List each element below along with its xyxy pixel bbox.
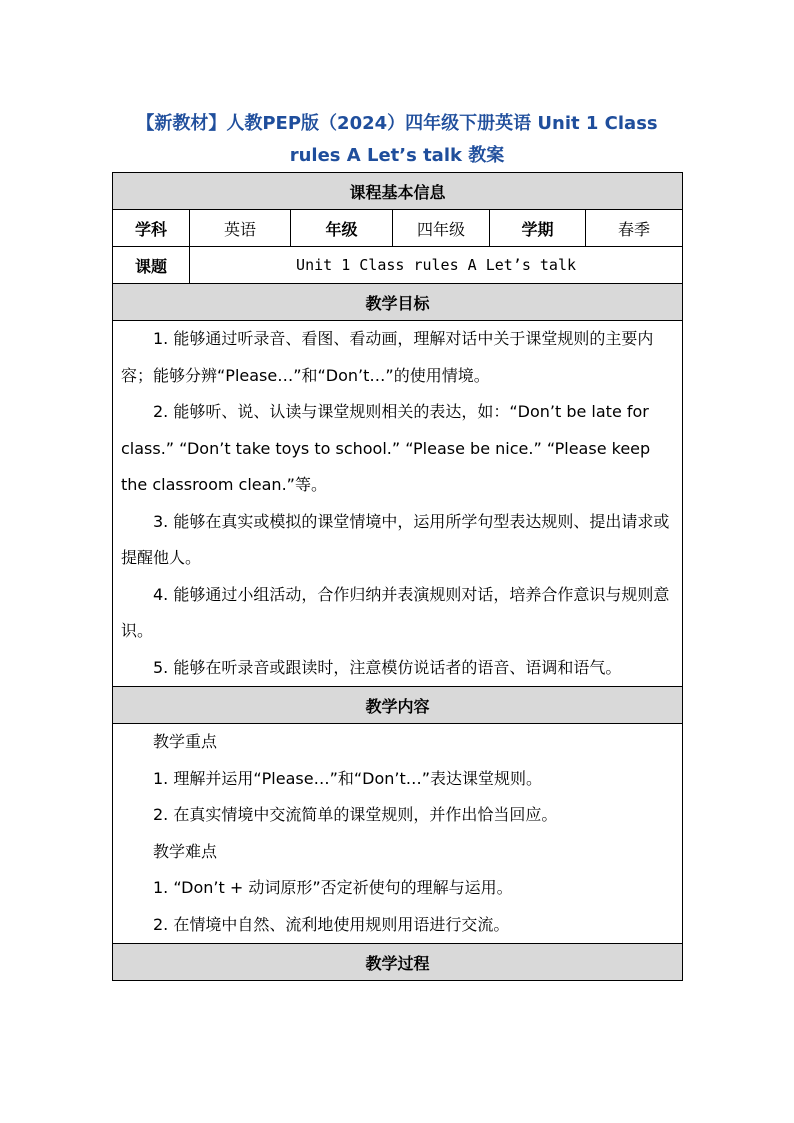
term-label: 学期 — [490, 210, 586, 247]
section-header-content: 教学内容 — [113, 687, 683, 724]
topic-value: Unit 1 Class rules A Let’s talk — [190, 247, 683, 284]
difficult-point-item: 2. 在情境中自然、流利地使用规则用语进行交流。 — [153, 914, 510, 934]
difficult-point-item: 1. “Don’t + 动词原形”否定祈使句的理解与运用。 — [153, 878, 513, 897]
topic-label: 课题 — [113, 247, 190, 284]
goals-cell — [113, 321, 683, 687]
section-header-basic-info: 课程基本信息 — [113, 173, 683, 210]
document-title — [100, 108, 694, 172]
goal-item: 5. 能够在听录音或跟读时，注意模仿说话者的语音、语调和语气。 — [153, 657, 622, 677]
goal-item: 3. 能够在真实或模拟的课堂情境中，运用所学句型表达规则、提出请求或提醒他人。 — [121, 511, 670, 567]
section-header-process: 教学过程 — [113, 944, 683, 981]
term-value: 春季 — [586, 210, 683, 247]
document-title-line-2: rules A Let’s talk 教案 — [289, 145, 505, 166]
content-cell — [113, 724, 683, 944]
grade-value: 四年级 — [393, 210, 490, 247]
grade-label: 年级 — [291, 210, 393, 247]
goal-item: 4. 能够通过小组活动，合作归纳并表演规则对话，培养合作意识与规则意识。 — [121, 584, 670, 640]
subject-value: 英语 — [190, 210, 291, 247]
subject-label: 学科 — [113, 210, 190, 247]
goal-item: 1. 能够通过听录音、看图、看动画，理解对话中关于课堂规则的主要内容；能够分辨“Please…”和“Don’t…”的使用情境。 — [121, 329, 654, 385]
key-point-item: 2. 在真实情境中交流简单的课堂规则，并作出恰当回应。 — [153, 805, 558, 824]
key-points-label: 教学重点 — [153, 732, 218, 751]
lesson-plan-table — [112, 172, 683, 981]
document-title-line-1: 【新教材】人教PEP版（2024）四年级下册英语 Unit 1 Class — [136, 113, 658, 134]
goal-item: 2. 能够听、说、认读与课堂规则相关的表达，如：“Don’t be late for class.” “Don’t take toys to school.” “Please be nice.” “Please keep the classroom clean.”等。 — [121, 402, 651, 494]
section-header-goals: 教学目标 — [113, 284, 683, 321]
difficult-points-label: 教学难点 — [153, 841, 218, 861]
key-point-item: 1. 理解并运用“Please…”和“Don’t…”表达课堂规则。 — [153, 768, 543, 788]
